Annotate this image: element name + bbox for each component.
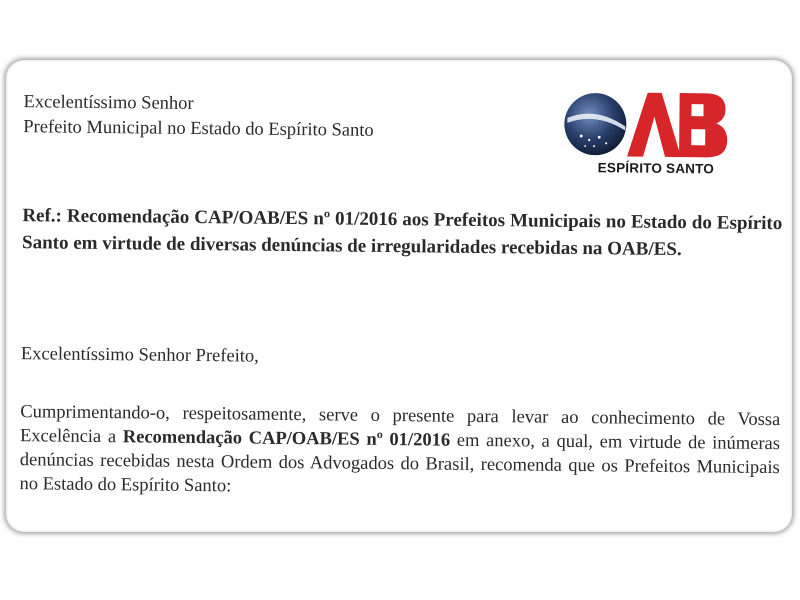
logo-letter-b xyxy=(679,93,728,157)
body-text-start: Cumprimentando-o, respeitosamente, serve o presente para levar ao conhecimento de Vossa Excelência a xyxy=(19,402,781,448)
logo-letter-a xyxy=(627,93,682,158)
addressee-line-1: Excelentíssimo Senhor xyxy=(23,92,194,114)
oab-logo xyxy=(561,88,732,180)
body-text-end: em anexo, a qual, em virtude de inúmeras denúncias recebidas nesta Ordem dos Advogados do Brasil, recomenda que os Prefeitos Municipais no Estado do Espírito Santo: xyxy=(19,430,781,497)
body-text-bold: Recomendação CAP/OAB/ES nº 01/2016 xyxy=(122,427,451,451)
reference-line: Ref.: Recomendação CAP/OAB/ES nº 01/2016 aos Prefeitos Municipais no Estado do Espírito Santo em virtude de diversas denúncias de irregularidades recebidas na OAB/ES. xyxy=(21,205,783,261)
body-paragraph xyxy=(19,400,780,504)
salutation: Excelentíssimo Senhor Prefeito, xyxy=(20,344,259,367)
addressee-block xyxy=(23,90,374,144)
document-content xyxy=(6,60,792,532)
document-card xyxy=(6,60,792,532)
logo-caption: ESPÍRITO SANTO xyxy=(597,160,715,177)
addressee-line-2: Prefeito Municipal no Estado do Espírito Santo xyxy=(23,117,374,141)
oab-logo-graphic xyxy=(561,88,732,162)
